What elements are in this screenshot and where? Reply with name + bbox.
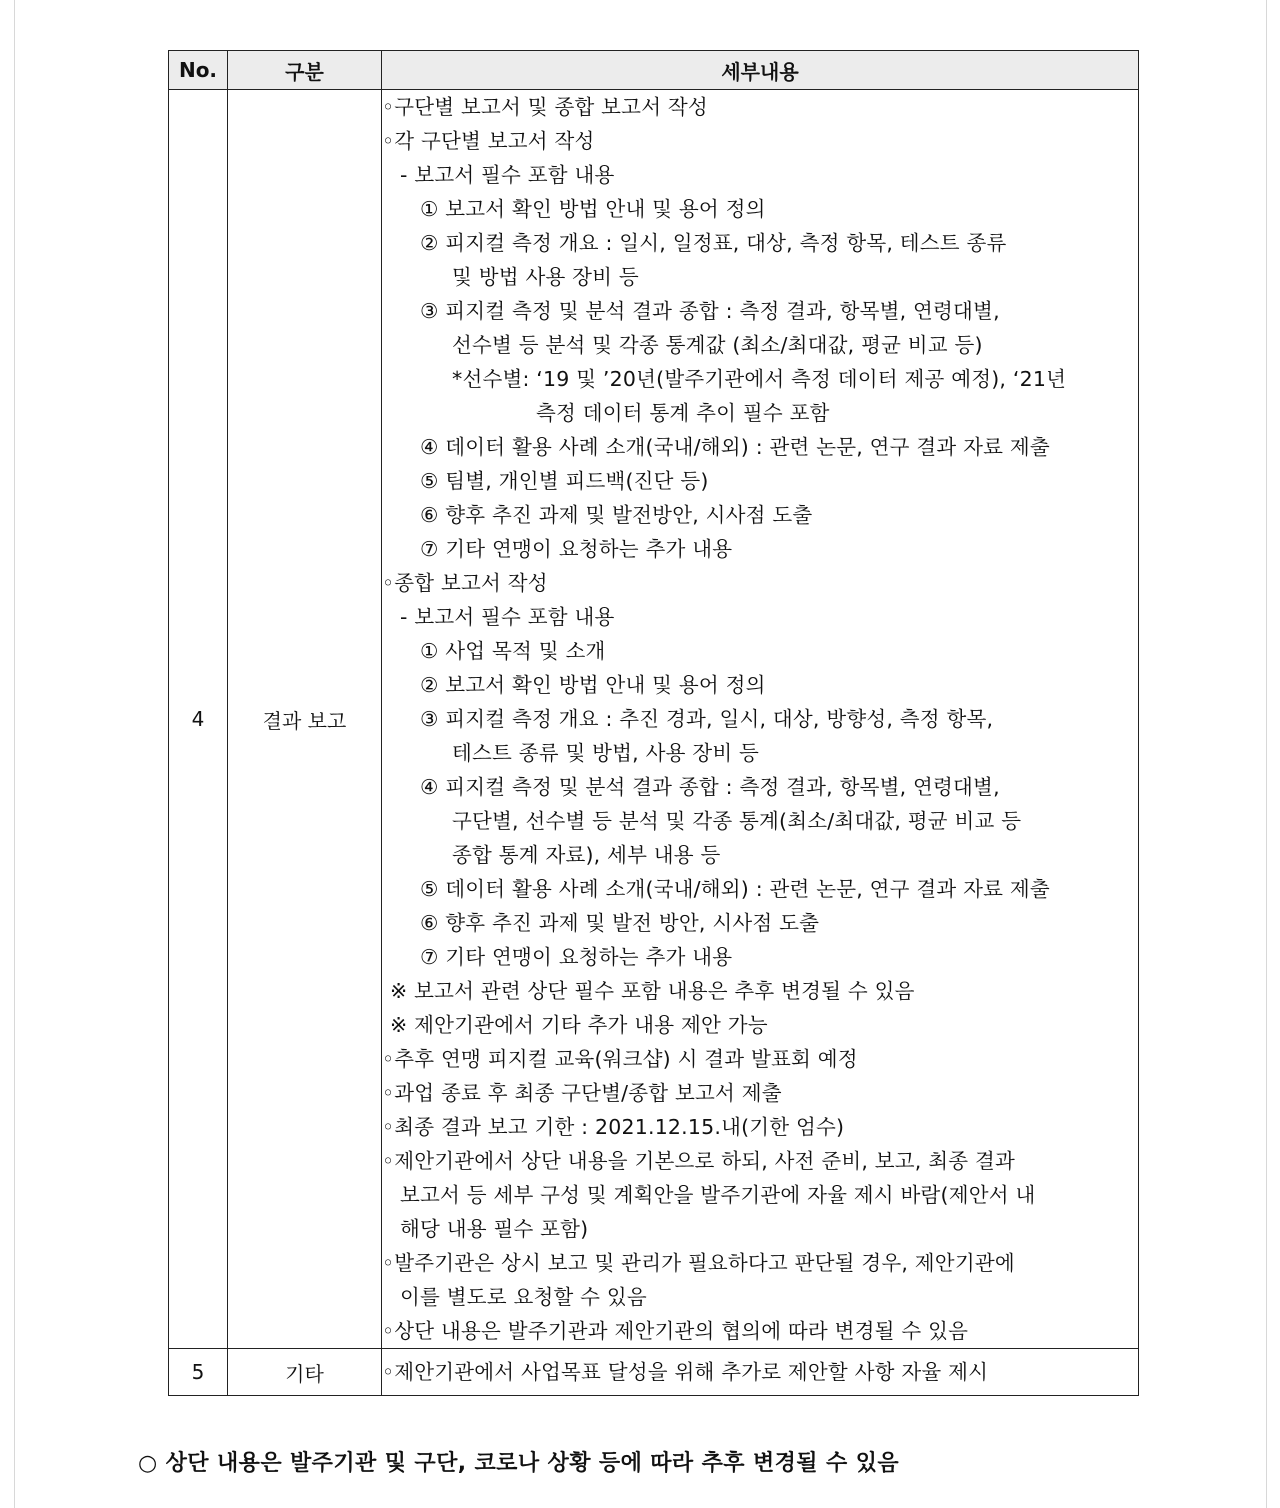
detail-line: ◦추후 연맹 피지컬 교육(워크샵) 시 결과 발표회 예정 — [382, 1047, 858, 1071]
footer-note: ○ 상단 내용은 발주기관 및 구단, 코로나 상황 등에 따라 추후 변경될 수 있음 — [138, 1451, 900, 1476]
detail-line: ① 사업 목적 및 소개 — [420, 639, 606, 663]
detail-line: ⑥ 향후 추진 과제 및 발전 방안, 시사점 도출 — [420, 911, 820, 935]
detail-line: ⑤ 팀별, 개인별 피드백(진단 등) — [420, 469, 709, 493]
detail-line: ◦구단별 보고서 및 종합 보고서 작성 — [382, 95, 708, 119]
table-header-row — [169, 51, 1139, 90]
header-detail: 세부내용 — [382, 51, 1139, 90]
row-no: 5 — [169, 1349, 228, 1396]
table-row — [169, 90, 1139, 1349]
detail-line: ⑦ 기타 연맹이 요청하는 추가 내용 — [420, 537, 733, 561]
detail-line: ② 피지컬 측정 개요 : 일시, 일정표, 대상, 측정 항목, 테스트 종류 — [420, 231, 1007, 255]
page-edge-right — [1266, 0, 1267, 1508]
detail-line: 구단별, 선수별 등 분석 및 각종 통계(최소/최대값, 평균 비교 등 — [452, 809, 1022, 833]
detail-line: ◦최종 결과 보고 기한 : 2021.12.15.내(기한 엄수) — [382, 1115, 845, 1139]
detail-line: - 보고서 필수 포함 내용 — [400, 605, 615, 629]
row-detail — [382, 1349, 1139, 1396]
detail-line: ③ 피지컬 측정 및 분석 결과 종합 : 측정 결과, 항목별, 연령대별, — [420, 299, 1000, 323]
detail-line: ◦각 구단별 보고서 작성 — [382, 129, 595, 153]
detail-line: 종합 통계 자료), 세부 내용 등 — [452, 843, 721, 867]
detail-line: ◦상단 내용은 발주기관과 제안기관의 협의에 따라 변경될 수 있음 — [382, 1319, 969, 1343]
detail-line: ⑦ 기타 연맹이 요청하는 추가 내용 — [420, 945, 733, 969]
detail-line: ⑥ 향후 추진 과제 및 발전방안, 시사점 도출 — [420, 503, 813, 527]
detail-line: ◦제안기관에서 상단 내용을 기본으로 하되, 사전 준비, 보고, 최종 결과 — [382, 1149, 1015, 1173]
detail-line: ④ 피지컬 측정 및 분석 결과 종합 : 측정 결과, 항목별, 연령대별, — [420, 775, 1000, 799]
detail-line: ◦제안기관에서 사업목표 달성을 위해 추가로 제안할 사항 자율 제시 — [382, 1360, 989, 1384]
detail-line: 및 방법 사용 장비 등 — [452, 265, 639, 289]
detail-line: 해당 내용 필수 포함) — [400, 1217, 589, 1241]
detail-line: 측정 데이터 통계 추이 필수 포함 — [536, 401, 830, 425]
detail-line: - 보고서 필수 포함 내용 — [400, 163, 615, 187]
spec-table — [168, 50, 1139, 1396]
detail-line: ② 보고서 확인 방법 안내 및 용어 정의 — [420, 673, 766, 697]
row-no: 4 — [169, 90, 228, 1349]
detail-line: ③ 피지컬 측정 개요 : 추진 경과, 일시, 대상, 방향성, 측정 항목, — [420, 707, 994, 731]
header-category: 구분 — [228, 51, 382, 90]
detail-line: ◦과업 종료 후 최종 구단별/종합 보고서 제출 — [382, 1081, 782, 1105]
row-detail — [382, 90, 1139, 1349]
row-category: 결과 보고 — [228, 90, 382, 1349]
detail-line: 보고서 등 세부 구성 및 계획안을 발주기관에 자율 제시 바람(제안서 내 — [400, 1183, 1036, 1207]
row-category: 기타 — [228, 1349, 382, 1396]
detail-line: ④ 데이터 활용 사례 소개(국내/해외) : 관련 논문, 연구 결과 자료 제출 — [420, 435, 1050, 459]
detail-line: ◦발주기관은 상시 보고 및 관리가 필요하다고 판단될 경우, 제안기관에 — [382, 1251, 1015, 1275]
detail-line: ⑤ 데이터 활용 사례 소개(국내/해외) : 관련 논문, 연구 결과 자료 제출 — [420, 877, 1050, 901]
detail-line: 테스트 종류 및 방법, 사용 장비 등 — [452, 741, 760, 765]
detail-line: *선수별: ‘19 및 ’20년(발주기관에서 측정 데이터 제공 예정), ‘21년 — [452, 367, 1067, 391]
detail-line: ◦종합 보고서 작성 — [382, 571, 548, 595]
detail-line: ※ 보고서 관련 상단 필수 포함 내용은 추후 변경될 수 있음 — [390, 979, 915, 1003]
detail-line: ※ 제안기관에서 기타 추가 내용 제안 가능 — [390, 1013, 768, 1037]
page-edge-left — [14, 0, 15, 1508]
detail-line: ① 보고서 확인 방법 안내 및 용어 정의 — [420, 197, 766, 221]
detail-line: 선수별 등 분석 및 각종 통계값 (최소/최대값, 평균 비교 등) — [452, 333, 983, 357]
table-row — [169, 1349, 1139, 1396]
header-no: No. — [169, 51, 228, 90]
detail-line: 이를 별도로 요청할 수 있음 — [400, 1285, 647, 1309]
